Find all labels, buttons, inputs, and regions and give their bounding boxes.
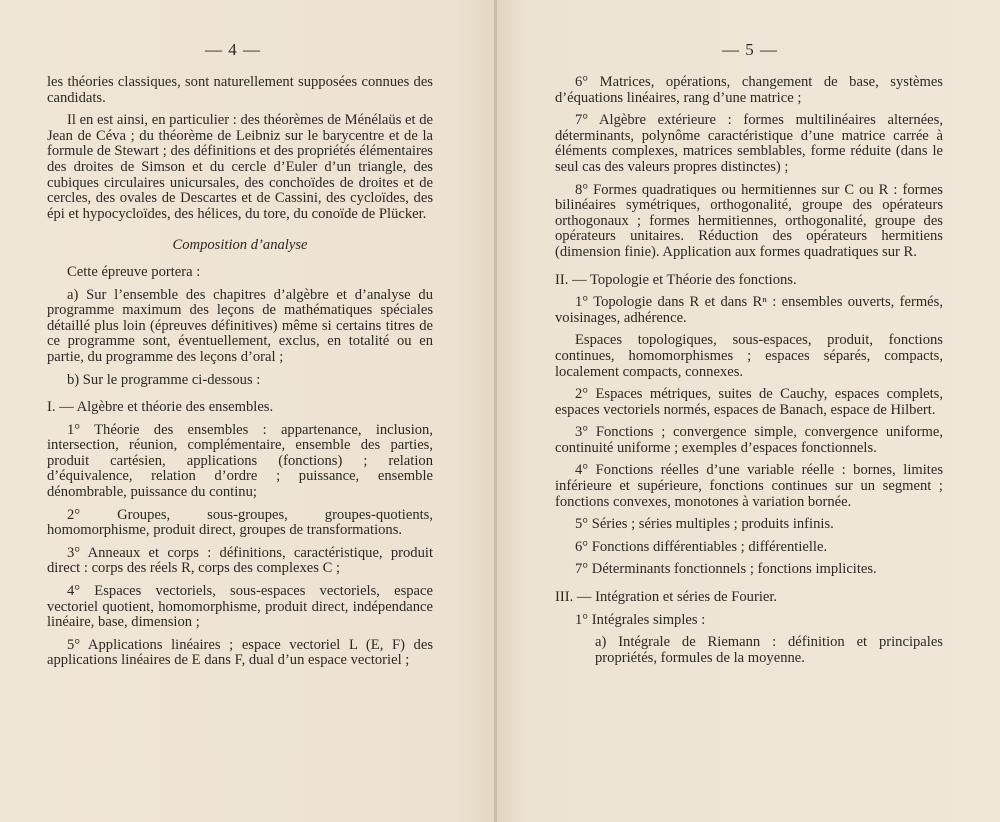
section-title: III. — Intégration et séries de Fourier. <box>555 589 778 606</box>
paragraph: les théories classiques, sont naturellement supposées connues des candidats. <box>47 74 433 106</box>
left-page <box>0 0 497 822</box>
page-body <box>555 75 943 673</box>
paragraph: 3° Anneaux et corps : définitions, caractéristique, produit direct : corps des réels R, corps des complexes C ; <box>47 544 433 577</box>
right-page <box>497 0 1000 822</box>
paragraph: 2° Groupes, sous-groupes, groupes-quotients, homomorphisme, produit direct, groupes de transformations. <box>47 506 433 539</box>
paragraph: 8° Formes quadratiques ou hermitiennes sur C ou R : formes bilinéaires symétriques, orthogonalité, groupe des opérateurs orthogonaux ; formes hermitiennes, orthogonalité, groupe des opérateurs unitaires. Réduction des opérateurs hermitiens (dimension finie). Application aux formes quadratiques sur R. <box>555 181 943 260</box>
paragraph: 2° Espaces métriques, suites de Cauchy, espaces complets, espaces vectoriels normés, espaces de Banach, espace de Hilbert. <box>555 386 943 418</box>
paragraph: b) Sur le programme ci-dessous : <box>67 371 261 388</box>
page-number: — 5 — <box>722 40 778 59</box>
paragraph: 5° Applications linéaires ; espace vectoriel L (E, F) des applications linéaires de E dans F, dual d’un espace vectoriel ; <box>47 636 433 669</box>
paragraph: 6° Fonctions différentiables ; différentielle. <box>575 538 828 555</box>
paragraph: 7° Algèbre extérieure : formes multilinéaires alternées, déterminants, polynôme caractéristique d’une matrice carrée à éléments complexes, matrices semblables, forme réduite (dans le seul cas des valeurs propres distinctes) ; <box>555 112 943 175</box>
page-body <box>47 75 433 676</box>
paragraph: a) Sur l’ensemble des chapitres d’algèbre et d’analyse du programme maximum des leçons de mathématiques spéciales détaillé plus loin (épreuves définitives) même si certains titres de ce programme sont, éventuellement, exclus, en totalité ou en partie, du programme des leçons d’oral ; <box>47 286 433 365</box>
paragraph: 4° Espaces vectoriels, sous-espaces vectoriels, espace vectoriel quotient, homomorphisme, produit direct, indépendance linéaire, base, dimension ; <box>47 583 433 631</box>
paragraph: a) Intégrale de Riemann : définition et principales propriétés, formules de la moyenne. <box>595 634 943 666</box>
paragraph: Cette épreuve portera : <box>67 263 201 280</box>
section-heading: Composition d’analyse <box>172 237 308 254</box>
paragraph: 4° Fonctions réelles d’une variable réelle : bornes, limites inférieure et supérieure, fonctions continues sur un segment ; fonctions convexes, monotones à variation bornée. <box>555 462 943 510</box>
paragraph: 5° Séries ; séries multiples ; produits infinis. <box>575 516 834 533</box>
paragraph: 1° Intégrales simples : <box>575 611 706 628</box>
section-title: I. — Algèbre et théorie des ensembles. <box>47 399 274 416</box>
paragraph: Espaces topologiques, sous-espaces, produit, fonctions continues, homomorphismes ; espaces séparés, compacts, localement compacts, connexes. <box>555 332 943 380</box>
page-number: — 4 — <box>205 40 261 59</box>
paragraph: 1° Topologie dans R et dans Rⁿ : ensembles ouverts, fermés, voisinages, adhérence. <box>555 294 943 326</box>
paragraph: Il en est ainsi, en particulier : des théorèmes de Ménélaüs et de Jean de Céva ; du théorème de Leibniz sur le barycentre et de la formule de Stewart ; des définitions et des propriétés élémentaires des droites de Simson et du cercle d’Euler d’un triangle, des cubiques circulaires unicursales, des conchoïdes de droites et de cercles, des ovales de Descartes et de Cassini, des cycloïdes, des épi et hypocycloïdes, des hélices, du tore, du conoïde de Plücker. <box>47 112 433 222</box>
paragraph: 3° Fonctions ; convergence simple, convergence uniforme, continuité uniforme ; exemples d’espaces fonctionnels. <box>555 424 943 456</box>
section-title: II. — Topologie et Théorie des fonctions. <box>555 271 797 288</box>
paragraph: 6° Matrices, opérations, changement de base, systèmes d’équations linéaires, rang d’une matrice ; <box>555 74 943 106</box>
paragraph: 1° Théorie des ensembles : appartenance, inclusion, intersection, réunion, complémentaire, ensemble des parties, produit cartésien, applications (fonctions) ; relation d’équivalence, relation d’ordre ; puissance, ensemble dénombrable, puissance du continu; <box>47 421 433 501</box>
paragraph: 7° Déterminants fonctionnels ; fonctions implicites. <box>575 561 877 578</box>
